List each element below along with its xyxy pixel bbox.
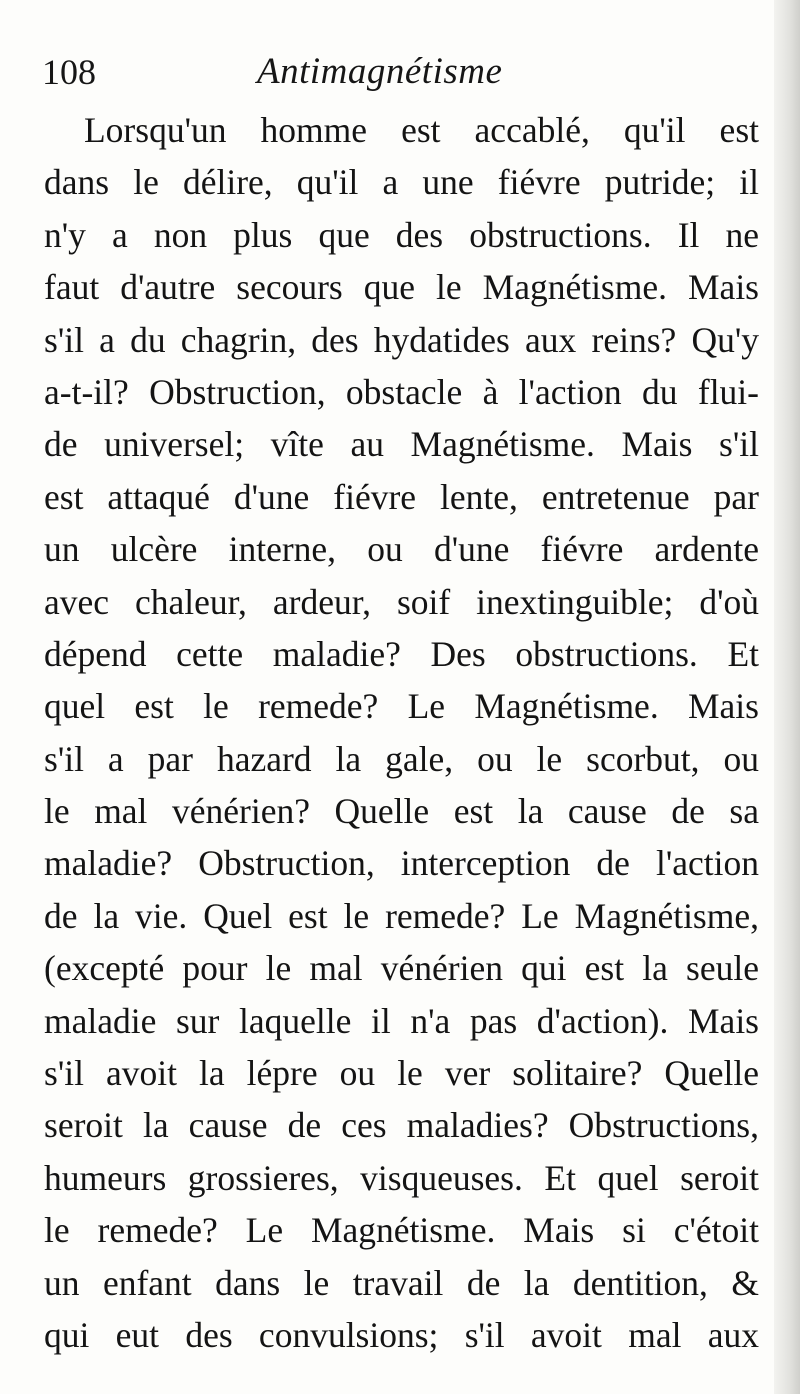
text-line: le mal vénérien? Quelle est la cause de sa: [44, 791, 759, 832]
text-line: maladie sur laquelle il n'a pas d'action). Mais: [44, 1000, 759, 1041]
text-line: humeurs grossieres, visqueuses. Et quel seroit: [44, 1157, 759, 1198]
page-edge-shadow: [774, 0, 800, 1394]
text-line: dépend cette maladie? Des obstructions. Et: [44, 633, 759, 674]
running-title: Antimagnétisme: [257, 51, 503, 92]
text-line: un enfant dans le travail de la dentition, &: [44, 1262, 759, 1303]
text-line: de la vie. Quel est le remede? Le Magnétisme,: [44, 895, 759, 936]
body-text: [44, 104, 759, 1361]
text-line: qui eut des convulsions; s'il avoit mal aux: [44, 1314, 759, 1355]
text-line: n'y a non plus que des obstructions. Il ne: [44, 214, 759, 255]
text-line: dans le délire, qu'il a une fiévre putride; il: [44, 162, 759, 203]
text-line: quel est le remede? Le Magnétisme. Mais: [44, 686, 759, 727]
text-line: un ulcère interne, ou d'une fiévre ardente: [44, 529, 759, 570]
text-line: maladie? Obstruction, interception de l'action: [44, 843, 759, 884]
text-line: faut d'autre secours que le Magnétisme. Mais: [44, 267, 759, 308]
text-line: le remede? Le Magnétisme. Mais si c'étoit: [44, 1210, 759, 1251]
page-header: [42, 46, 742, 98]
text-line: de universel; vîte au Magnétisme. Mais s'il: [44, 424, 759, 465]
text-line: (excepté pour le mal vénérien qui est la seule: [44, 948, 759, 989]
text-line: Lorsqu'un homme est accablé, qu'il est: [84, 110, 759, 150]
page-number: 108: [42, 52, 96, 92]
text-line: s'il avoit la lépre ou le ver solitaire? Quelle: [44, 1053, 759, 1094]
text-line: avec chaleur, ardeur, soif inextinguible; d'où: [44, 581, 759, 622]
text-line: s'il a du chagrin, des hydatides aux reins? Qu'y: [44, 319, 759, 360]
text-line: s'il a par hazard la gale, ou le scorbut, ou: [44, 738, 759, 779]
text-line: est attaqué d'une fiévre lente, entretenue par: [44, 476, 759, 517]
text-line: a-t-il? Obstruction, obstacle à l'action du flui-: [44, 371, 759, 412]
text-line: seroit la cause de ces maladies? Obstructions,: [44, 1105, 759, 1146]
